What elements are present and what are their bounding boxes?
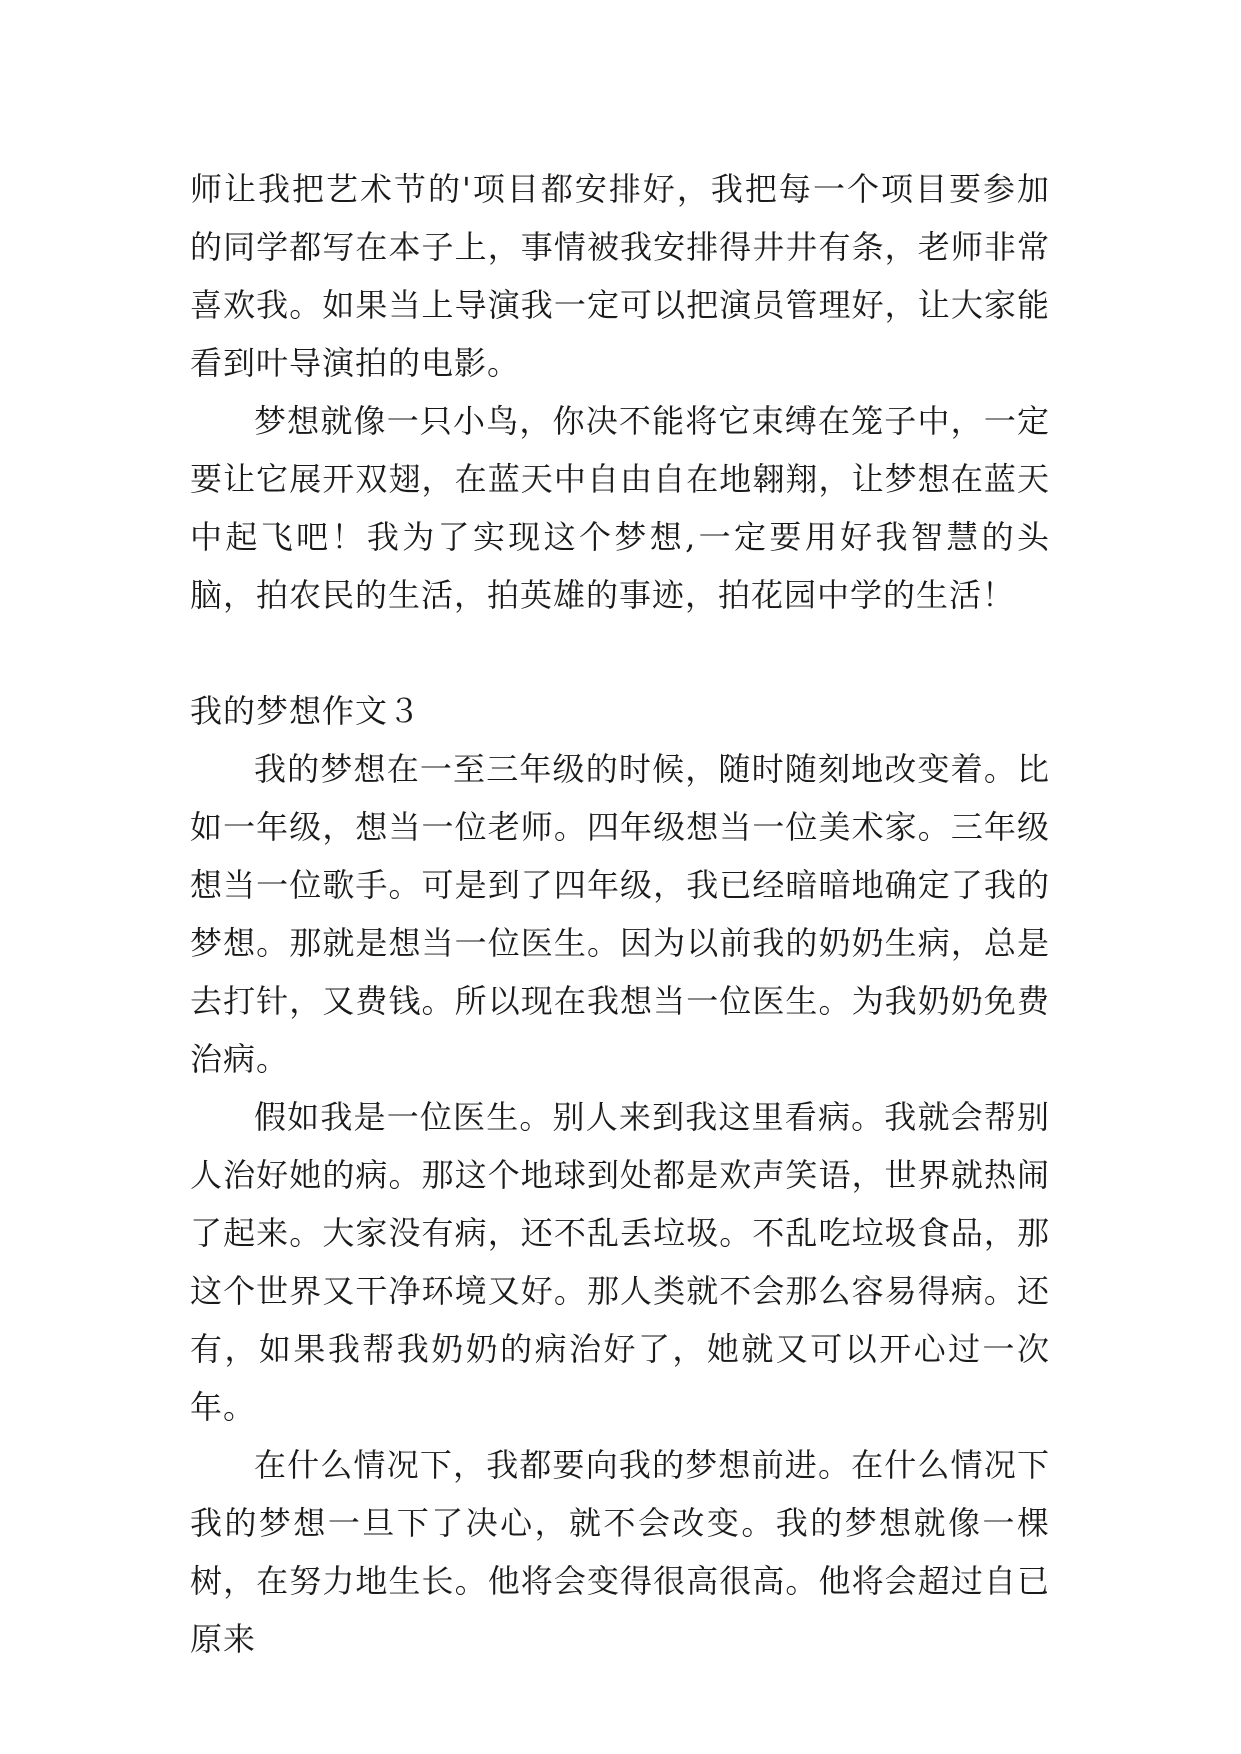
paragraph-continuation: 师让我把艺术节的'项目都安排好，我把每一个项目要参加的同学都写在本子上，事情被我安排得井井有条，老师非常喜欢我。如果当上导演我一定可以把演员管理好，让大家能看到叶导演拍的电影。 <box>190 170 1050 382</box>
paragraph-dream-changes: 我的梦想在一至三年级的时候，随时随刻地改变着。比如一年级，想当一位老师。四年级想当一位美术家。三年级想当一位歌手。可是到了四年级，我已经暗暗地确定了我的梦想。那就是想当一位医生。因为以前我的奶奶生病，总是去打针，又费钱。所以现在我想当一位医生。为我奶奶免费治病。 <box>190 750 1050 1078</box>
paragraph-if-doctor: 假如我是一位医生。别人来到我这里看病。我就会帮别人治好她的病。那这个地球到处都是欢声笑语，世界就热闹了起来。大家没有病，还不乱丢垃圾。不乱吃垃圾食品，那这个世界又干净环境又好。那人类就不会那么容易得病。还有，如果我帮我奶奶的病治好了，她就又可以开心过一次年。 <box>190 1098 1050 1426</box>
document-body <box>190 160 1050 1668</box>
paragraph-move-forward: 在什么情况下，我都要向我的梦想前进。在什么情况下我的梦想一旦下了决心，就不会改变。我的梦想就像一棵树，在努力地生长。他将会变得很高很高。他将会超过自已原来 <box>190 1446 1050 1658</box>
paragraph-dream-bird: 梦想就像一只小鸟，你决不能将它束缚在笼子中，一定要让它展开双翅，在蓝天中自由自在地翱翔，让梦想在蓝天中起飞吧！我为了实现这个梦想,一定要用好我智慧的头脑，拍农民的生活，拍英雄的事迹，拍花园中学的生活！ <box>190 402 1050 614</box>
essay-heading: 我的梦想作文３ <box>190 692 422 730</box>
